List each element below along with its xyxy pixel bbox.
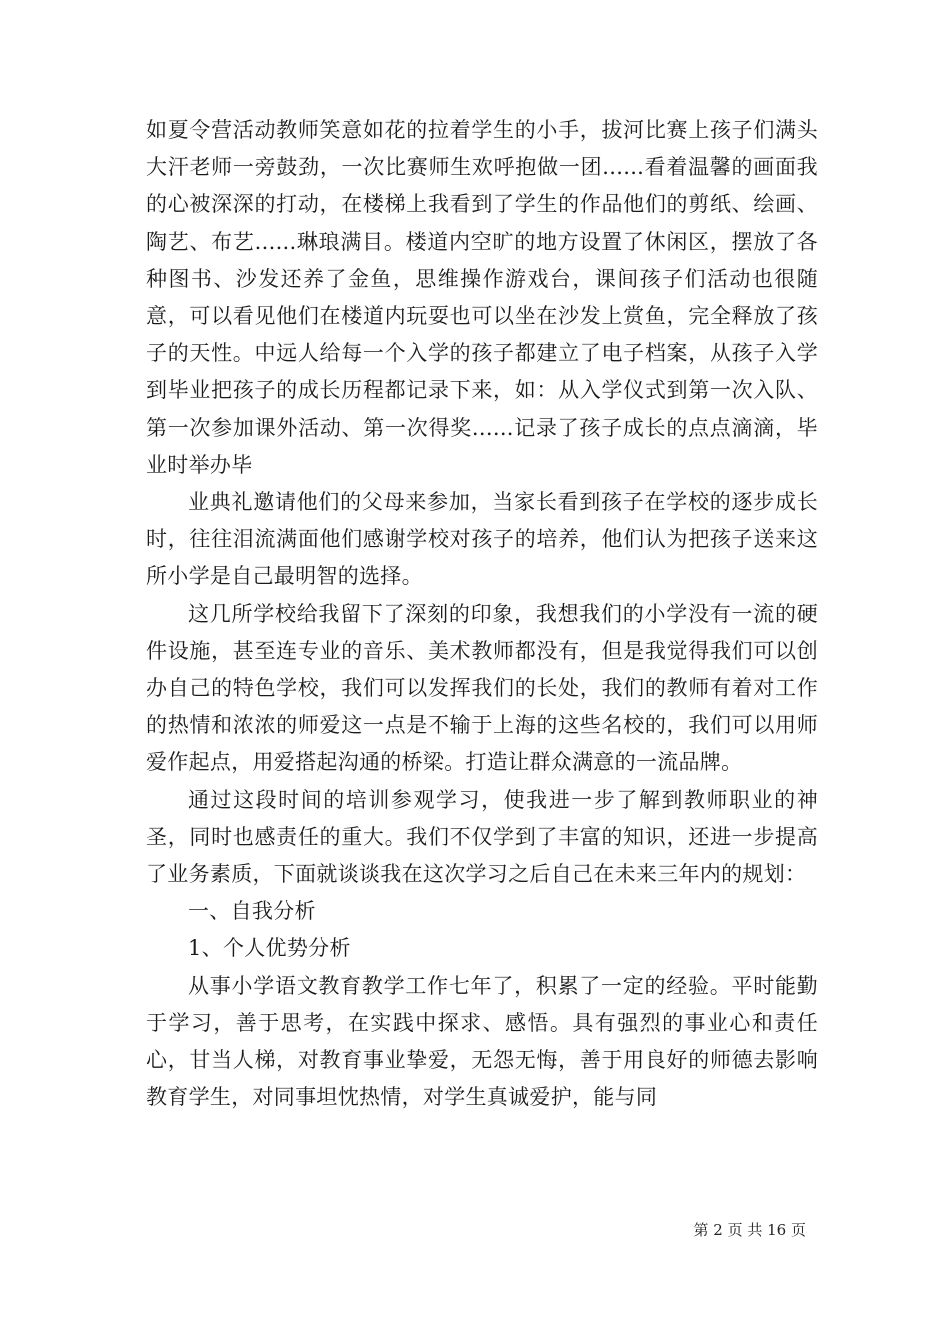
paragraph-3: 这几所学校给我留下了深刻的印象，我想我们的小学没有一流的硬件设施，甚至连专业的音乐、美术教师都没有，但是我觉得我们可以创办自己的特色学校，我们可以发挥我们的长处，我们的教师有着对工作的热情和浓浓的师爱这一点是不输于上海的这些名校的，我们可以用师爱作起点，用爱搭起沟通的桥梁。打造让群众满意的一流品牌。 bbox=[146, 601, 818, 775]
paragraph-2: 业典礼邀请他们的父母来参加，当家长看到孩子在学校的逐步成长时，往往泪流满面他们感谢学校对孩子的培养，他们认为把孩子送来这所小学是自己最明智的选择。 bbox=[146, 490, 818, 589]
subsection-heading-personal-strengths: 1、个人优势分析 bbox=[188, 936, 351, 961]
document-body bbox=[146, 112, 818, 1116]
paragraph-5: 从事小学语文教育教学工作七年了，积累了一定的经验。平时能勤于学习，善于思考，在实践中探求、感悟。具有强烈的事业心和责任心，甘当人梯，对教育事业挚爱，无怨无悔，善于用良好的师德去影响教育学生，对同事坦忱热情，对学生真诚爱护，能与同 bbox=[146, 973, 818, 1110]
page-number-footer: 第 2 页 共 16 页 bbox=[693, 1221, 806, 1239]
paragraph-1: 如夏令营活动教师笑意如花的拉着学生的小手，拔河比赛上孩子们满头大汗老师一旁鼓劲，一次比赛师生欢呼抱做一团......看着温馨的画面我的心被深深的打动，在楼梯上我看到了学生的作品他们的剪纸、绘画、陶艺、布艺......琳琅满目。楼道内空旷的地方设置了休闲区，摆放了各种图书、沙发还养了金鱼，思维操作游戏台，课间孩子们活动也很随意，可以看见他们在楼道内玩耍也可以坐在沙发上赏鱼，完全释放了孩子的天性。中远人给每一个入学的孩子都建立了电子档案，从孩子入学到毕业把孩子的成长历程都记录下来，如：从入学仪式到第一次入队、第一次参加课外活动、第一次得奖......记录了孩子成长的点点滴滴，毕业时举办毕 bbox=[146, 118, 818, 477]
section-heading-self-analysis: 一、自我分析 bbox=[188, 899, 316, 924]
paragraph-4: 通过这段时间的培训参观学习，使我进一步了解到教师职业的神圣，同时也感责任的重大。我们不仅学到了丰富的知识，还进一步提高了业务素质，下面就谈谈我在这次学习之后自己在未来三年内的规划： bbox=[146, 787, 818, 887]
